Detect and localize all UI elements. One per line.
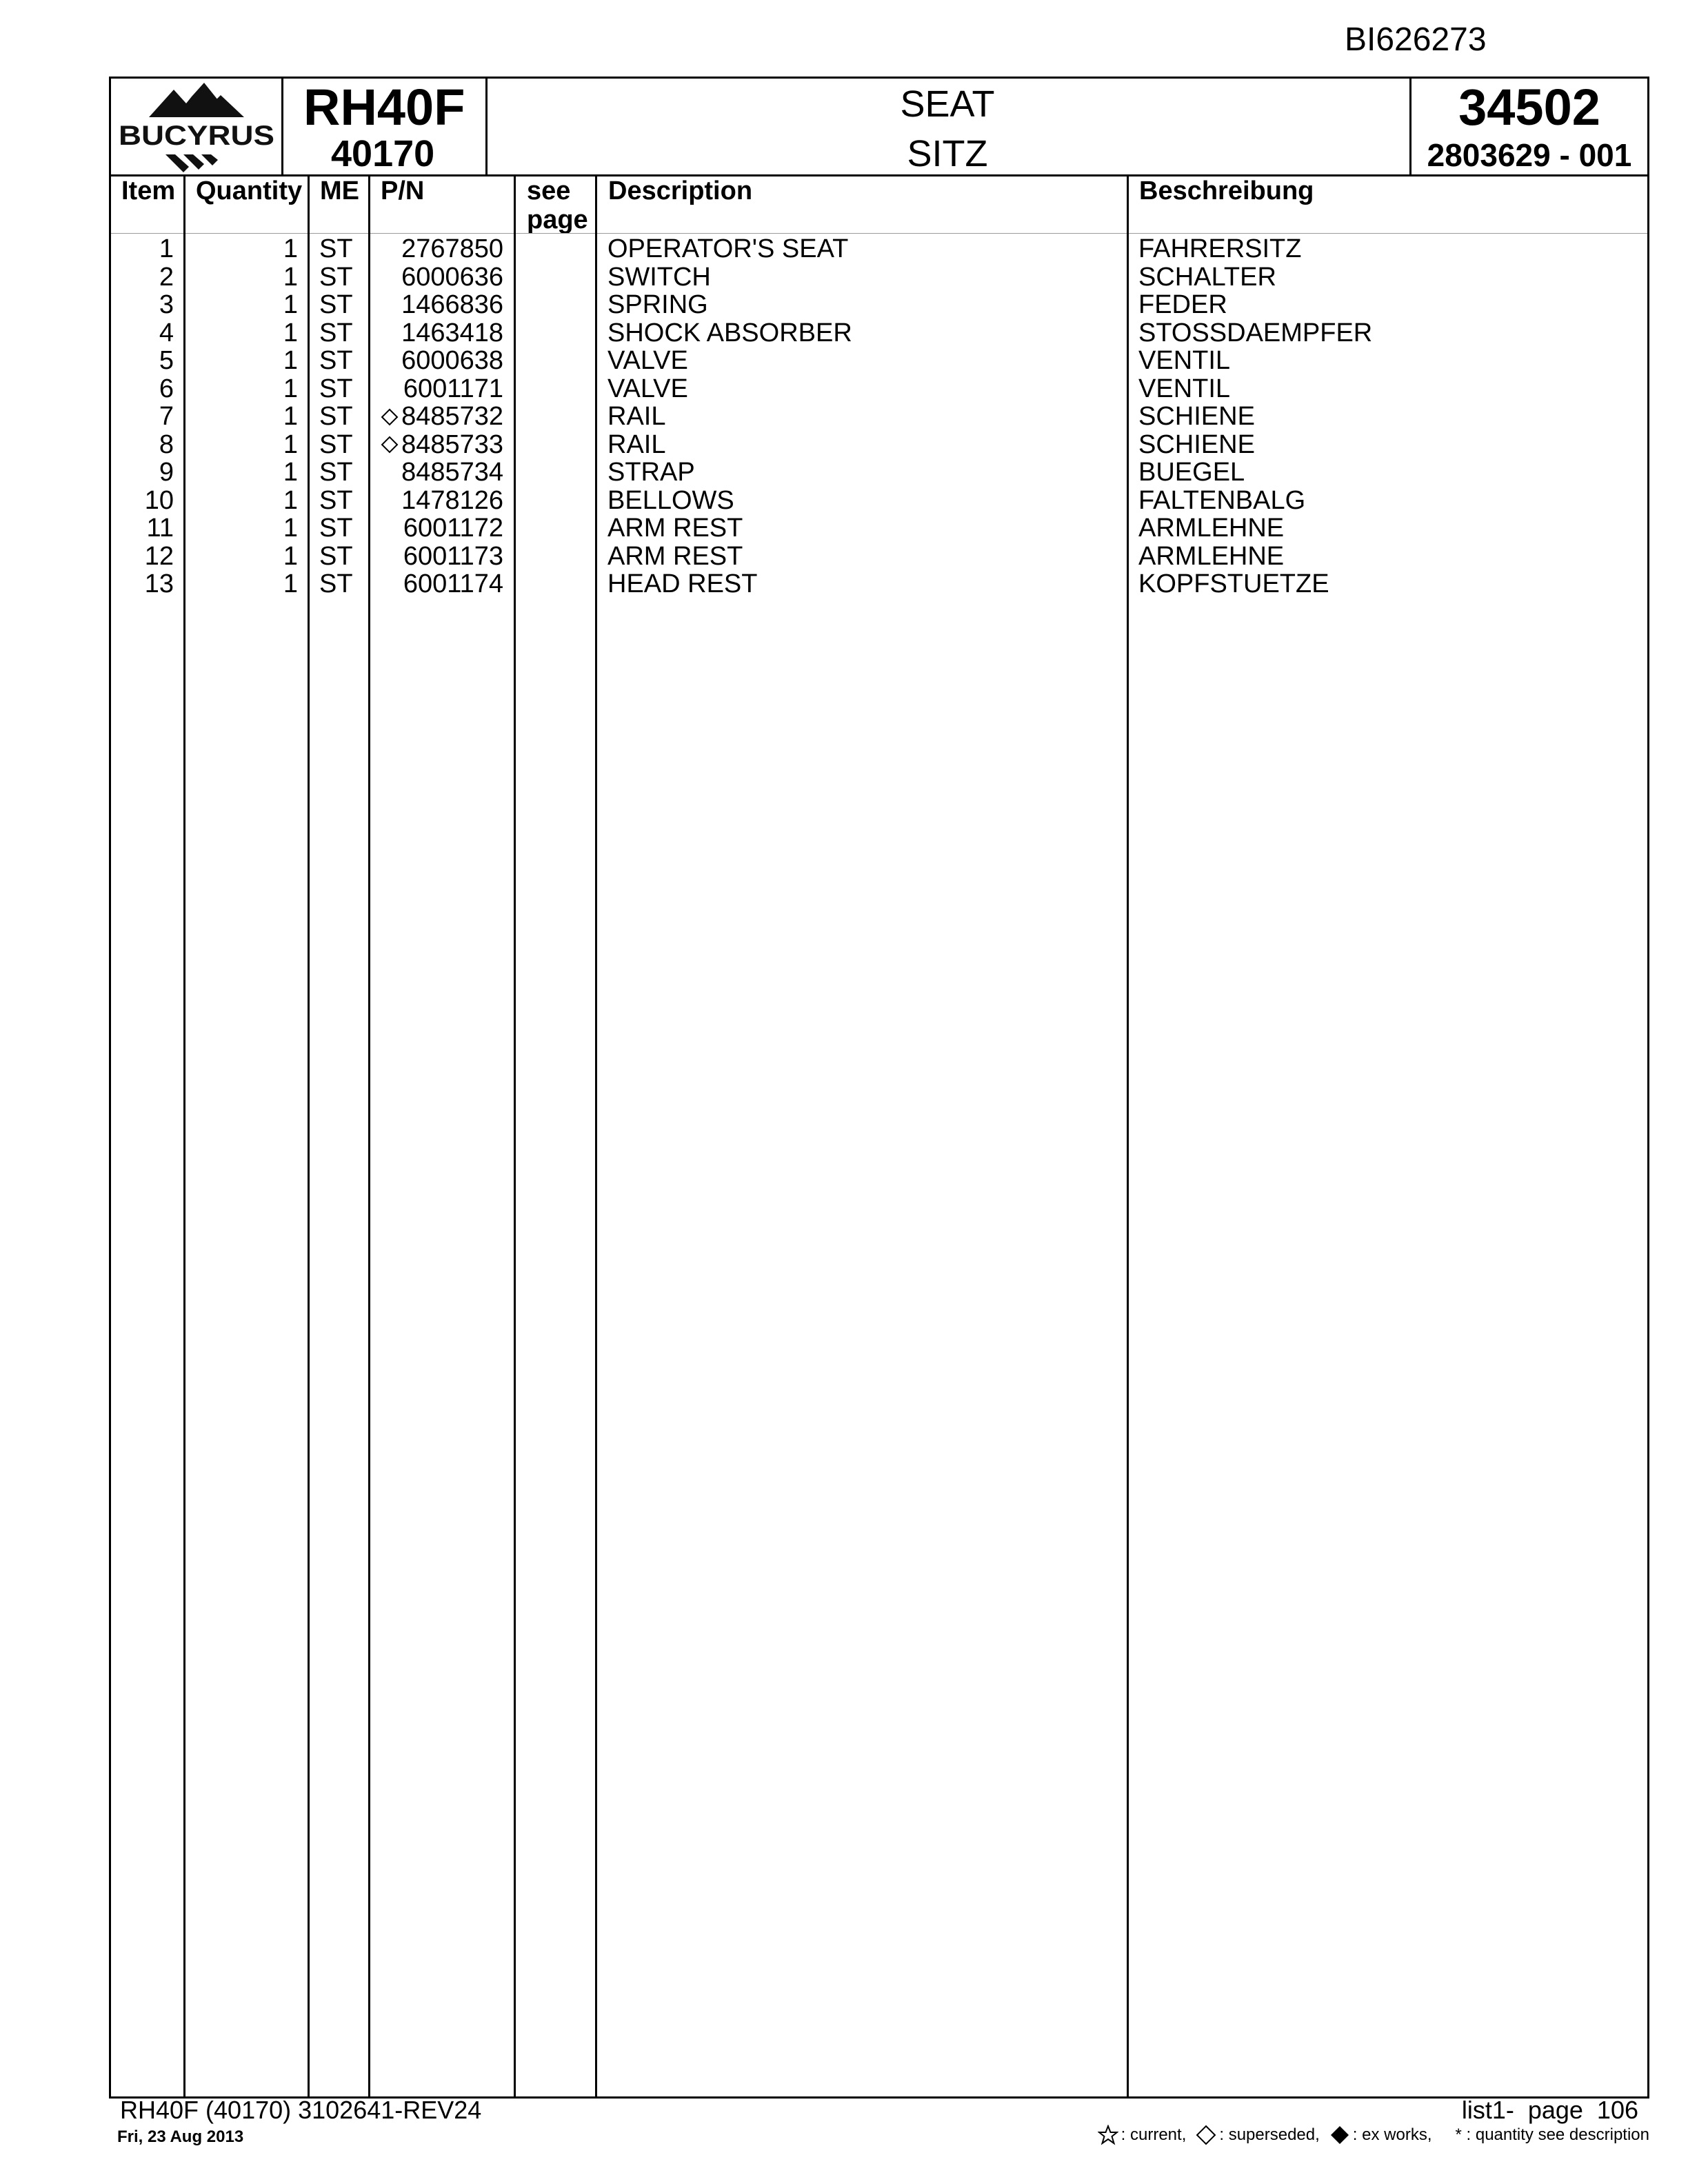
star-outline-icon bbox=[1098, 2125, 1118, 2145]
col-header-beschreibung: Beschreibung bbox=[1139, 176, 1314, 205]
diamond-filled-icon bbox=[1329, 2125, 1350, 2145]
column-divider bbox=[183, 174, 185, 2099]
title-english: SEAT bbox=[900, 83, 995, 125]
row-part-number bbox=[372, 514, 503, 543]
row-unit: ST bbox=[319, 318, 353, 347]
part-number-text: 6001172 bbox=[403, 514, 503, 543]
serial-number: 40170 bbox=[331, 133, 435, 174]
row-beschreibung: STOSSDAEMPFER bbox=[1138, 318, 1373, 347]
group-number: 34502 bbox=[1458, 79, 1600, 136]
row-beschreibung: ARMLEHNE bbox=[1138, 541, 1285, 571]
part-number-text: 1478126 bbox=[401, 485, 503, 515]
footer-legend bbox=[1098, 2125, 1649, 2145]
legend-current-label: : current, bbox=[1121, 2125, 1187, 2144]
row-quantity: 1 bbox=[283, 402, 298, 431]
bucyrus-logo bbox=[117, 79, 279, 172]
row-description: BELLOWS bbox=[607, 485, 734, 515]
part-number-text: 8485734 bbox=[401, 458, 503, 487]
row-description: VALVE bbox=[607, 346, 688, 375]
row-part-number bbox=[372, 346, 503, 376]
row-beschreibung: KOPFSTUETZE bbox=[1138, 569, 1329, 598]
footer-page-label: list1- page 106 bbox=[1461, 2096, 1638, 2124]
diamond-outline-icon bbox=[1196, 2125, 1216, 2145]
col-header-me: ME bbox=[320, 176, 359, 205]
row-item-number: 8 bbox=[159, 429, 174, 459]
row-item-number: 1 bbox=[159, 234, 174, 263]
model-name: RH40F bbox=[303, 79, 465, 136]
row-unit: ST bbox=[319, 569, 353, 598]
part-number-text: 6000636 bbox=[401, 262, 503, 292]
row-part-number bbox=[372, 458, 503, 487]
column-divider bbox=[514, 174, 516, 2099]
row-item-number: 12 bbox=[144, 541, 174, 571]
row-unit: ST bbox=[319, 346, 353, 375]
row-description: SHOCK ABSORBER bbox=[607, 318, 852, 347]
row-description: ARM REST bbox=[607, 541, 743, 571]
row-description: VALVE bbox=[607, 374, 688, 403]
row-unit: ST bbox=[319, 262, 353, 292]
row-description: HEAD REST bbox=[607, 569, 758, 598]
column-divider bbox=[308, 174, 310, 2099]
row-part-number bbox=[372, 318, 503, 348]
row-description: OPERATOR'S SEAT bbox=[607, 234, 849, 263]
row-item-number: 13 bbox=[144, 569, 174, 598]
document-id: BI626273 bbox=[1345, 21, 1487, 58]
part-number-text: 2767850 bbox=[401, 234, 503, 263]
row-description: STRAP bbox=[607, 458, 695, 487]
column-header-rule bbox=[111, 233, 1647, 234]
row-beschreibung: FAHRERSITZ bbox=[1138, 234, 1302, 263]
logo-text: BUCYRUS bbox=[119, 121, 274, 151]
column-divider bbox=[1127, 174, 1129, 2099]
column-divider bbox=[368, 174, 370, 2099]
row-part-number bbox=[372, 486, 503, 516]
row-unit: ST bbox=[319, 402, 353, 431]
row-quantity: 1 bbox=[283, 569, 298, 598]
col-header-see: see bbox=[527, 176, 571, 205]
row-quantity: 1 bbox=[283, 514, 298, 543]
row-part-number bbox=[372, 542, 503, 572]
row-part-number bbox=[372, 290, 503, 320]
row-unit: ST bbox=[319, 541, 353, 571]
row-description: SPRING bbox=[607, 290, 708, 319]
col-header-pn: P/N bbox=[381, 176, 425, 205]
diamond-outline-icon bbox=[381, 436, 399, 454]
row-beschreibung: SCHIENE bbox=[1138, 429, 1255, 459]
col-header-item: Item bbox=[121, 176, 176, 205]
legend-quantity-label: * : quantity see description bbox=[1455, 2125, 1649, 2144]
row-item-number: 2 bbox=[159, 262, 174, 292]
row-description: ARM REST bbox=[607, 514, 743, 543]
row-quantity: 1 bbox=[283, 318, 298, 347]
part-number-text: 6001174 bbox=[403, 569, 503, 598]
row-beschreibung: SCHALTER bbox=[1138, 262, 1276, 292]
part-number-text: 6001173 bbox=[403, 541, 503, 571]
row-quantity: 1 bbox=[283, 429, 298, 459]
row-unit: ST bbox=[319, 458, 353, 487]
row-item-number: 10 bbox=[144, 485, 174, 515]
column-divider bbox=[595, 174, 597, 2099]
footer-date: Fri, 23 Aug 2013 bbox=[117, 2127, 244, 2146]
row-beschreibung: BUEGEL bbox=[1138, 458, 1245, 487]
legend-ex-works-label: : ex works, bbox=[1352, 2125, 1432, 2144]
row-part-number bbox=[372, 374, 503, 404]
row-beschreibung: VENTIL bbox=[1138, 374, 1231, 403]
row-quantity: 1 bbox=[283, 262, 298, 292]
row-beschreibung: ARMLEHNE bbox=[1138, 514, 1285, 543]
row-item-number: 5 bbox=[159, 346, 174, 375]
row-part-number bbox=[372, 263, 503, 292]
row-quantity: 1 bbox=[283, 234, 298, 263]
row-quantity: 1 bbox=[283, 346, 298, 375]
row-item-number: 3 bbox=[159, 290, 174, 319]
row-unit: ST bbox=[319, 429, 353, 459]
part-number-text: 8485733 bbox=[401, 429, 503, 459]
row-description: RAIL bbox=[607, 429, 666, 459]
row-quantity: 1 bbox=[283, 541, 298, 571]
row-quantity: 1 bbox=[283, 290, 298, 319]
col-header-description: Description bbox=[608, 176, 753, 205]
row-unit: ST bbox=[319, 374, 353, 403]
row-item-number: 6 bbox=[159, 374, 174, 403]
row-quantity: 1 bbox=[283, 458, 298, 487]
header-divider bbox=[281, 77, 283, 176]
row-item-number: 4 bbox=[159, 318, 174, 347]
col-header-page: page bbox=[527, 205, 588, 234]
row-item-number: 11 bbox=[146, 514, 174, 543]
row-unit: ST bbox=[319, 514, 353, 543]
row-unit: ST bbox=[319, 485, 353, 515]
part-number-text: 8485732 bbox=[401, 402, 503, 431]
row-item-number: 7 bbox=[159, 402, 174, 431]
row-beschreibung: FEDER bbox=[1138, 290, 1227, 319]
row-part-number bbox=[372, 430, 503, 460]
row-part-number bbox=[372, 569, 503, 599]
part-number-text: 6000638 bbox=[401, 346, 503, 375]
row-part-number bbox=[372, 234, 503, 264]
title-german: SITZ bbox=[907, 133, 988, 174]
row-part-number bbox=[372, 402, 503, 432]
diamond-outline-icon bbox=[381, 408, 399, 426]
footer-document-reference: RH40F (40170) 3102641-REV24 bbox=[120, 2096, 482, 2124]
group-reference: 2803629 - 001 bbox=[1427, 137, 1632, 173]
row-quantity: 1 bbox=[283, 485, 298, 515]
legend-superseded-label: : superseded, bbox=[1219, 2125, 1320, 2144]
col-header-quantity: Quantity bbox=[196, 176, 303, 205]
row-beschreibung: FALTENBALG bbox=[1138, 485, 1306, 515]
part-number-text: 1466836 bbox=[401, 290, 503, 319]
row-description: RAIL bbox=[607, 402, 666, 431]
part-number-text: 1463418 bbox=[401, 318, 503, 347]
row-unit: ST bbox=[319, 234, 353, 263]
row-beschreibung: VENTIL bbox=[1138, 346, 1231, 375]
part-number-text: 6001171 bbox=[403, 374, 503, 403]
row-item-number: 9 bbox=[159, 458, 174, 487]
row-description: SWITCH bbox=[607, 262, 711, 292]
row-beschreibung: SCHIENE bbox=[1138, 402, 1255, 431]
row-unit: ST bbox=[319, 290, 353, 319]
row-quantity: 1 bbox=[283, 374, 298, 403]
